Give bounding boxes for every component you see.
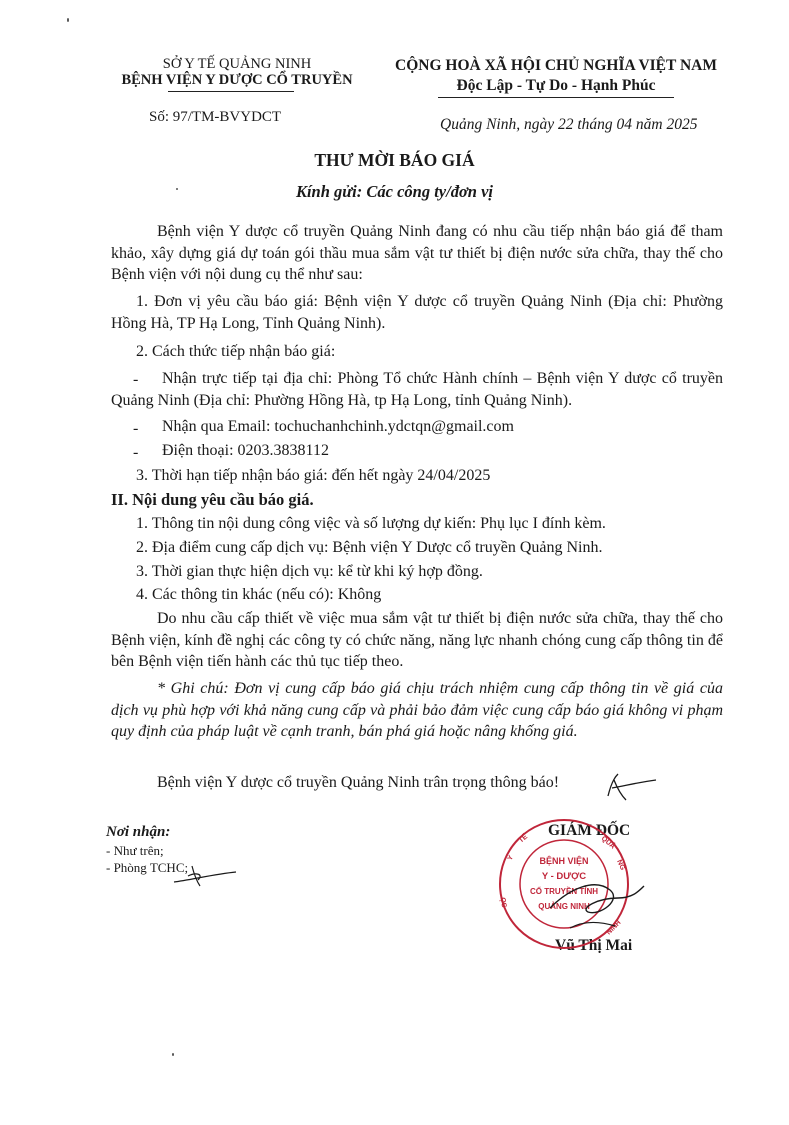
scan-speck bbox=[67, 18, 69, 22]
place-and-date: Quảng Ninh, ngày 22 tháng 04 năm 2025 bbox=[440, 116, 698, 133]
signer-role: GIÁM ĐỐC bbox=[548, 822, 631, 839]
bullet-dash: - bbox=[133, 371, 139, 388]
document-number: Số: 97/TM-BVYDCT bbox=[149, 109, 282, 125]
bullet-direct-delivery: Nhận trực tiếp tại địa chỉ: Phòng Tổ chức Hành chính – Bệnh viện Y dược cổ truyền Quảng Ninh (Địa chỉ: Phường Hồng Hà, tp Hạ Long, tỉnh Quảng Ninh). bbox=[111, 370, 723, 409]
stamp-ring-mark: SỞ bbox=[500, 896, 509, 908]
initials-mark bbox=[170, 860, 240, 892]
issuing-department: SỞ Y TẾ QUẢNG NINH bbox=[162, 56, 312, 72]
signer-name: Vũ Thị Mai bbox=[555, 937, 633, 954]
deadline-item: 3. Thời hạn tiếp nhận báo giá: đến hết ngày 24/04/2025 bbox=[136, 467, 491, 484]
recipient-item: - Phòng TCHC; bbox=[106, 860, 189, 875]
salutation bbox=[0, 182, 789, 202]
country-name: CỘNG HOÀ XÃ HỘI CHỦ NGHĨA VIỆT NAM bbox=[395, 57, 717, 74]
recipients-title: Nơi nhận: bbox=[106, 824, 171, 840]
header-divider-left bbox=[168, 91, 294, 92]
content-item-3: 3. Thời gian thực hiện dịch vụ: kể từ khi ký hợp đồng. bbox=[136, 563, 483, 580]
handwritten-signature bbox=[540, 868, 650, 948]
content-item-4: 4. Các thông tin khác (nếu có): Không bbox=[136, 586, 382, 603]
stamp-text-line2: Y - DƯỢC bbox=[541, 871, 587, 882]
header-divider-right bbox=[438, 97, 674, 98]
initials-mark bbox=[600, 770, 660, 804]
stamp-text-line3: CỔ TRUYỀN TỈNH bbox=[530, 887, 598, 896]
bullet-phone: Điện thoại: 0203.3838112 bbox=[162, 442, 329, 459]
scan-speck bbox=[172, 1053, 174, 1056]
content-item-1: 1. Thông tin nội dung công việc và số lượng dự kiến: Phụ lục I đính kèm. bbox=[136, 515, 606, 532]
national-motto: Độc Lập - Tự Do - Hạnh Phúc bbox=[456, 77, 656, 94]
stamp-text-line4: QUẢNG NINH bbox=[538, 902, 590, 911]
stamp-ring-mark: NG bbox=[615, 858, 626, 872]
intro-paragraph: Bệnh viện Y dược cổ truyền Quảng Ninh đang có nhu cầu tiếp nhận báo giá để tham khảo, xây dựng giá dự toán gói thầu mua sắm vật tư thiết bị điện nước sửa chữa, thay thế cho Bệnh viện với nội dung cụ thể như sau: bbox=[111, 223, 723, 283]
request-unit-item: 1. Đơn vị yêu cầu báo giá: Bệnh viện Y dược cổ truyền Quảng Ninh (Địa chỉ: Phường Hồng Hà, TP Hạ Long, Tỉnh Quảng Ninh). bbox=[111, 293, 723, 332]
stamp-ring-mark: QUẢ bbox=[599, 835, 617, 851]
scan-speck bbox=[176, 188, 178, 190]
section-heading: II. Nội dung yêu cầu báo giá. bbox=[111, 490, 314, 509]
stamp-ring-mark: Y bbox=[506, 854, 516, 862]
bullet-dash: - bbox=[133, 420, 139, 437]
stamp-text-line1: BỆNH VIỆN bbox=[539, 856, 589, 866]
request-paragraph: Do nhu cầu cấp thiết về việc mua sắm vật tư thiết bị điện nước sửa chữa, thay thế cho Bệnh viện, kính đề nghị các công ty có chức năng, năng lực nhanh chóng cung cấp thông tin để bên Bệnh viện tiến hành các thủ tục tiếp theo. bbox=[111, 610, 723, 670]
bullet-dash: - bbox=[133, 444, 139, 461]
closing-line: Bệnh viện Y dược cổ truyền Quảng Ninh trân trọng thông báo! bbox=[157, 774, 560, 791]
content-item-2: 2. Địa điểm cung cấp dịch vụ: Bệnh viện Y Dược cổ truyền Quảng Ninh. bbox=[136, 539, 603, 556]
document-title: THƯ MỜI BÁO GIÁ bbox=[314, 150, 475, 170]
receiving-method-item: 2. Cách thức tiếp nhận báo giá: bbox=[136, 343, 336, 360]
salutation-text: Kính gửi: Các công ty/đơn vị bbox=[295, 182, 494, 201]
stamp-ring-mark: TẾ bbox=[517, 833, 530, 845]
issuing-organization: BỆNH VIỆN Y DƯỢC CỔ TRUYỀN bbox=[121, 72, 353, 88]
bullet-email: Nhận qua Email: tochuchanhchinh.ydctqn@gmail.com bbox=[162, 418, 514, 435]
stamp-ring-mark: NINH bbox=[605, 919, 623, 937]
note-paragraph: * Ghi chú: Đơn vị cung cấp báo giá chịu trách nhiệm cung cấp thông tin về giá của dịch vụ phù hợp với khả năng cung cấp và phải bảo đảm việc cung cấp báo giá không vi phạm quy định của pháp luật về cạnh tranh, bán phá giá hoặc nâng khống giá. bbox=[111, 680, 723, 740]
recipient-item: - Như trên; bbox=[106, 843, 164, 858]
